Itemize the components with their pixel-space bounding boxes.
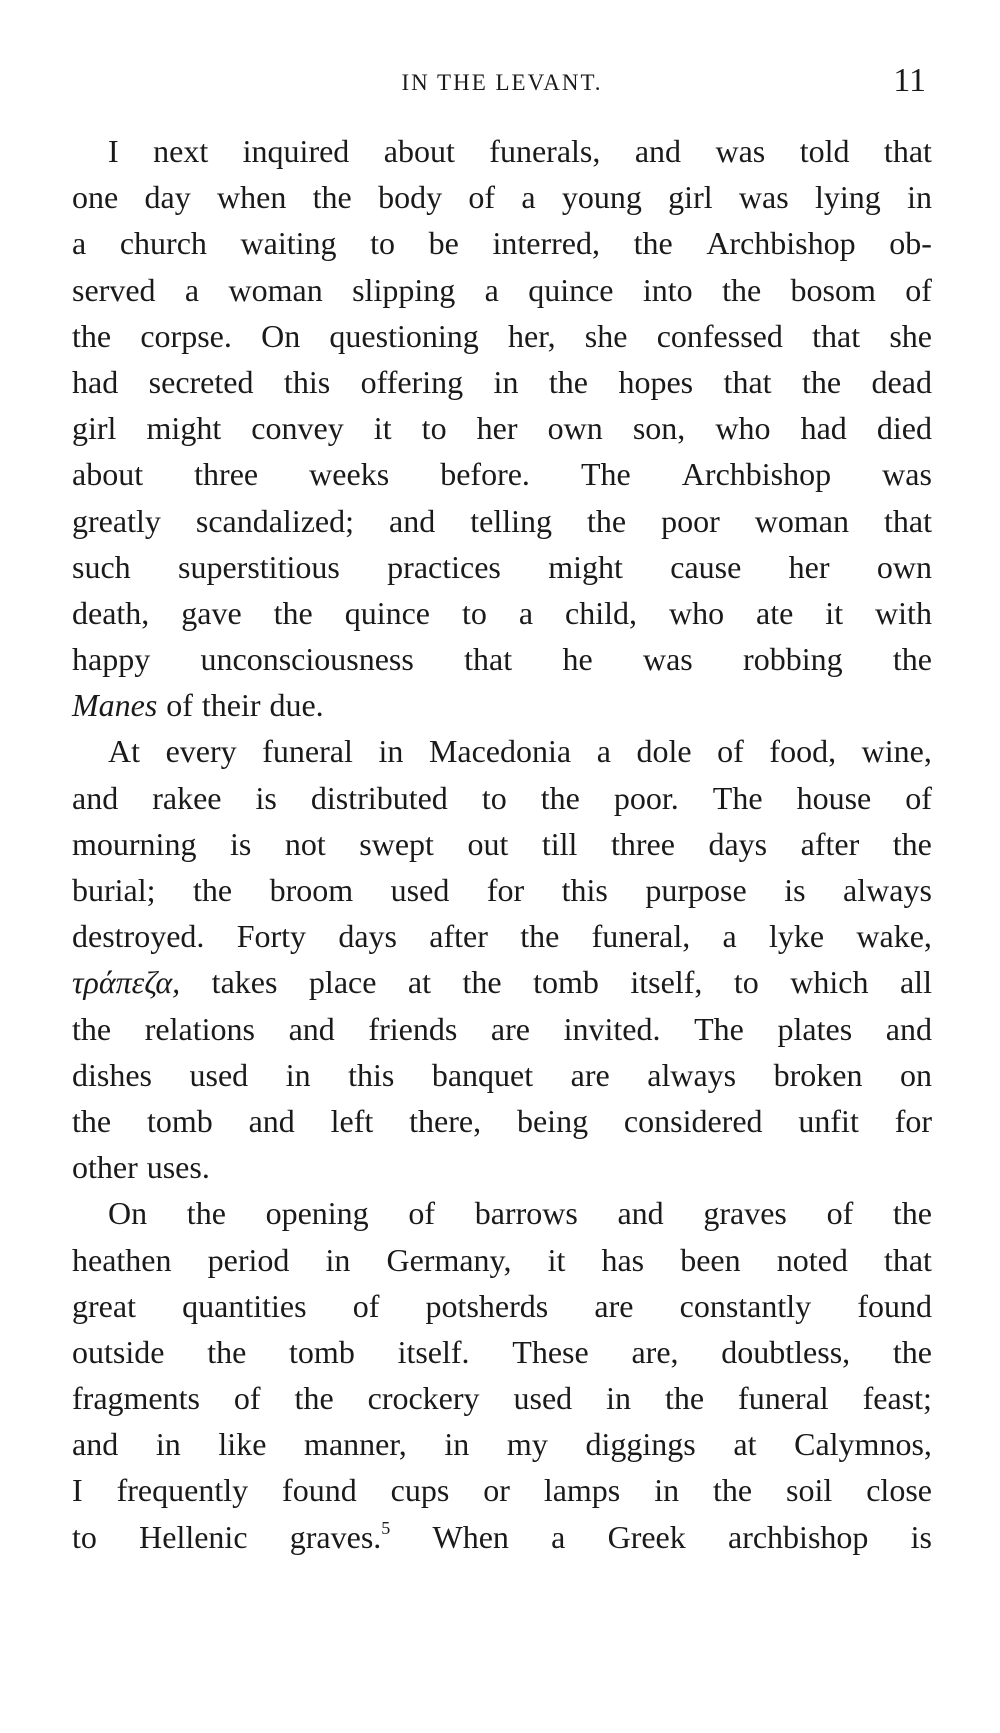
text-line: one day when the body of a young girl was lying in [72, 179, 932, 216]
text-line: and in like manner, in my diggings at Calymnos, [72, 1426, 932, 1463]
text-line: a church waiting to be interred, the Archbishop ob- [72, 225, 932, 262]
text-line: had secreted this offering in the hopes that the dead [72, 363, 932, 400]
running-title: IN THE LEVANT. [401, 70, 603, 95]
text-line: happy unconsciousness that he was robbing the [72, 641, 932, 678]
paragraph [72, 1190, 932, 1560]
paragraph [72, 128, 932, 728]
text-line: I next inquired about funerals, and was told that [108, 133, 932, 169]
text-line: such superstitious practices might cause her own [72, 548, 932, 585]
text-line: great quantities of potsherds are constantly found [72, 1287, 932, 1324]
running-head [72, 62, 932, 102]
text-line: to Hellenic graves.$^5$ When a Greek archbishop is [72, 1517, 932, 1555]
text-line: served a woman slipping a quince into the bosom of [72, 271, 932, 308]
text-line: At every funeral in Macedonia a dole of food, wine, [108, 733, 932, 770]
body-text [72, 128, 932, 1560]
text-line: outside the tomb itself. These are, doubtless, the [72, 1333, 932, 1370]
text-line: death, gave the quince to a child, who ate it with [72, 594, 932, 631]
text-line: about three weeks before. The Archbishop was [72, 456, 932, 493]
text-line: mourning is not swept out till three days after the [72, 825, 932, 862]
text-line: fragments of the crockery used in the funeral feast; [72, 1380, 932, 1417]
paragraph [72, 728, 932, 1190]
text-line: girl might convey it to her own son, who had died [72, 410, 932, 447]
text-line: I frequently found cups or lamps in the soil close [72, 1472, 932, 1509]
text-line: the relations and friends are invited. The plates and [72, 1010, 932, 1047]
text-line: heathen period in Germany, it has been noted that [72, 1241, 932, 1278]
text-line: the corpse. On questioning her, she confessed that she [72, 317, 932, 354]
text-line: and rakee is distributed to the poor. The house of [72, 779, 932, 816]
footnote-marker: 5 [381, 1517, 391, 1538]
text-line: On the opening of barrows and graves of the [108, 1195, 932, 1232]
text-line: burial; the broom used for this purpose is always [72, 872, 932, 908]
text-line: Manes of their due. [72, 687, 324, 724]
text-line: dishes used in this banquet are always broken on [72, 1056, 932, 1093]
text-line: destroyed. Forty days after the funeral, a lyke wake, [72, 918, 932, 955]
text-line: other uses. [72, 1149, 210, 1186]
text-line: τράπεζα, takes place at the tomb itself, to which all [72, 964, 932, 1001]
text-line: greatly scandalized; and telling the poor woman that [72, 502, 932, 539]
page-number: 11 [893, 62, 926, 99]
text-line: the tomb and left there, being considered unfit for [72, 1102, 932, 1139]
